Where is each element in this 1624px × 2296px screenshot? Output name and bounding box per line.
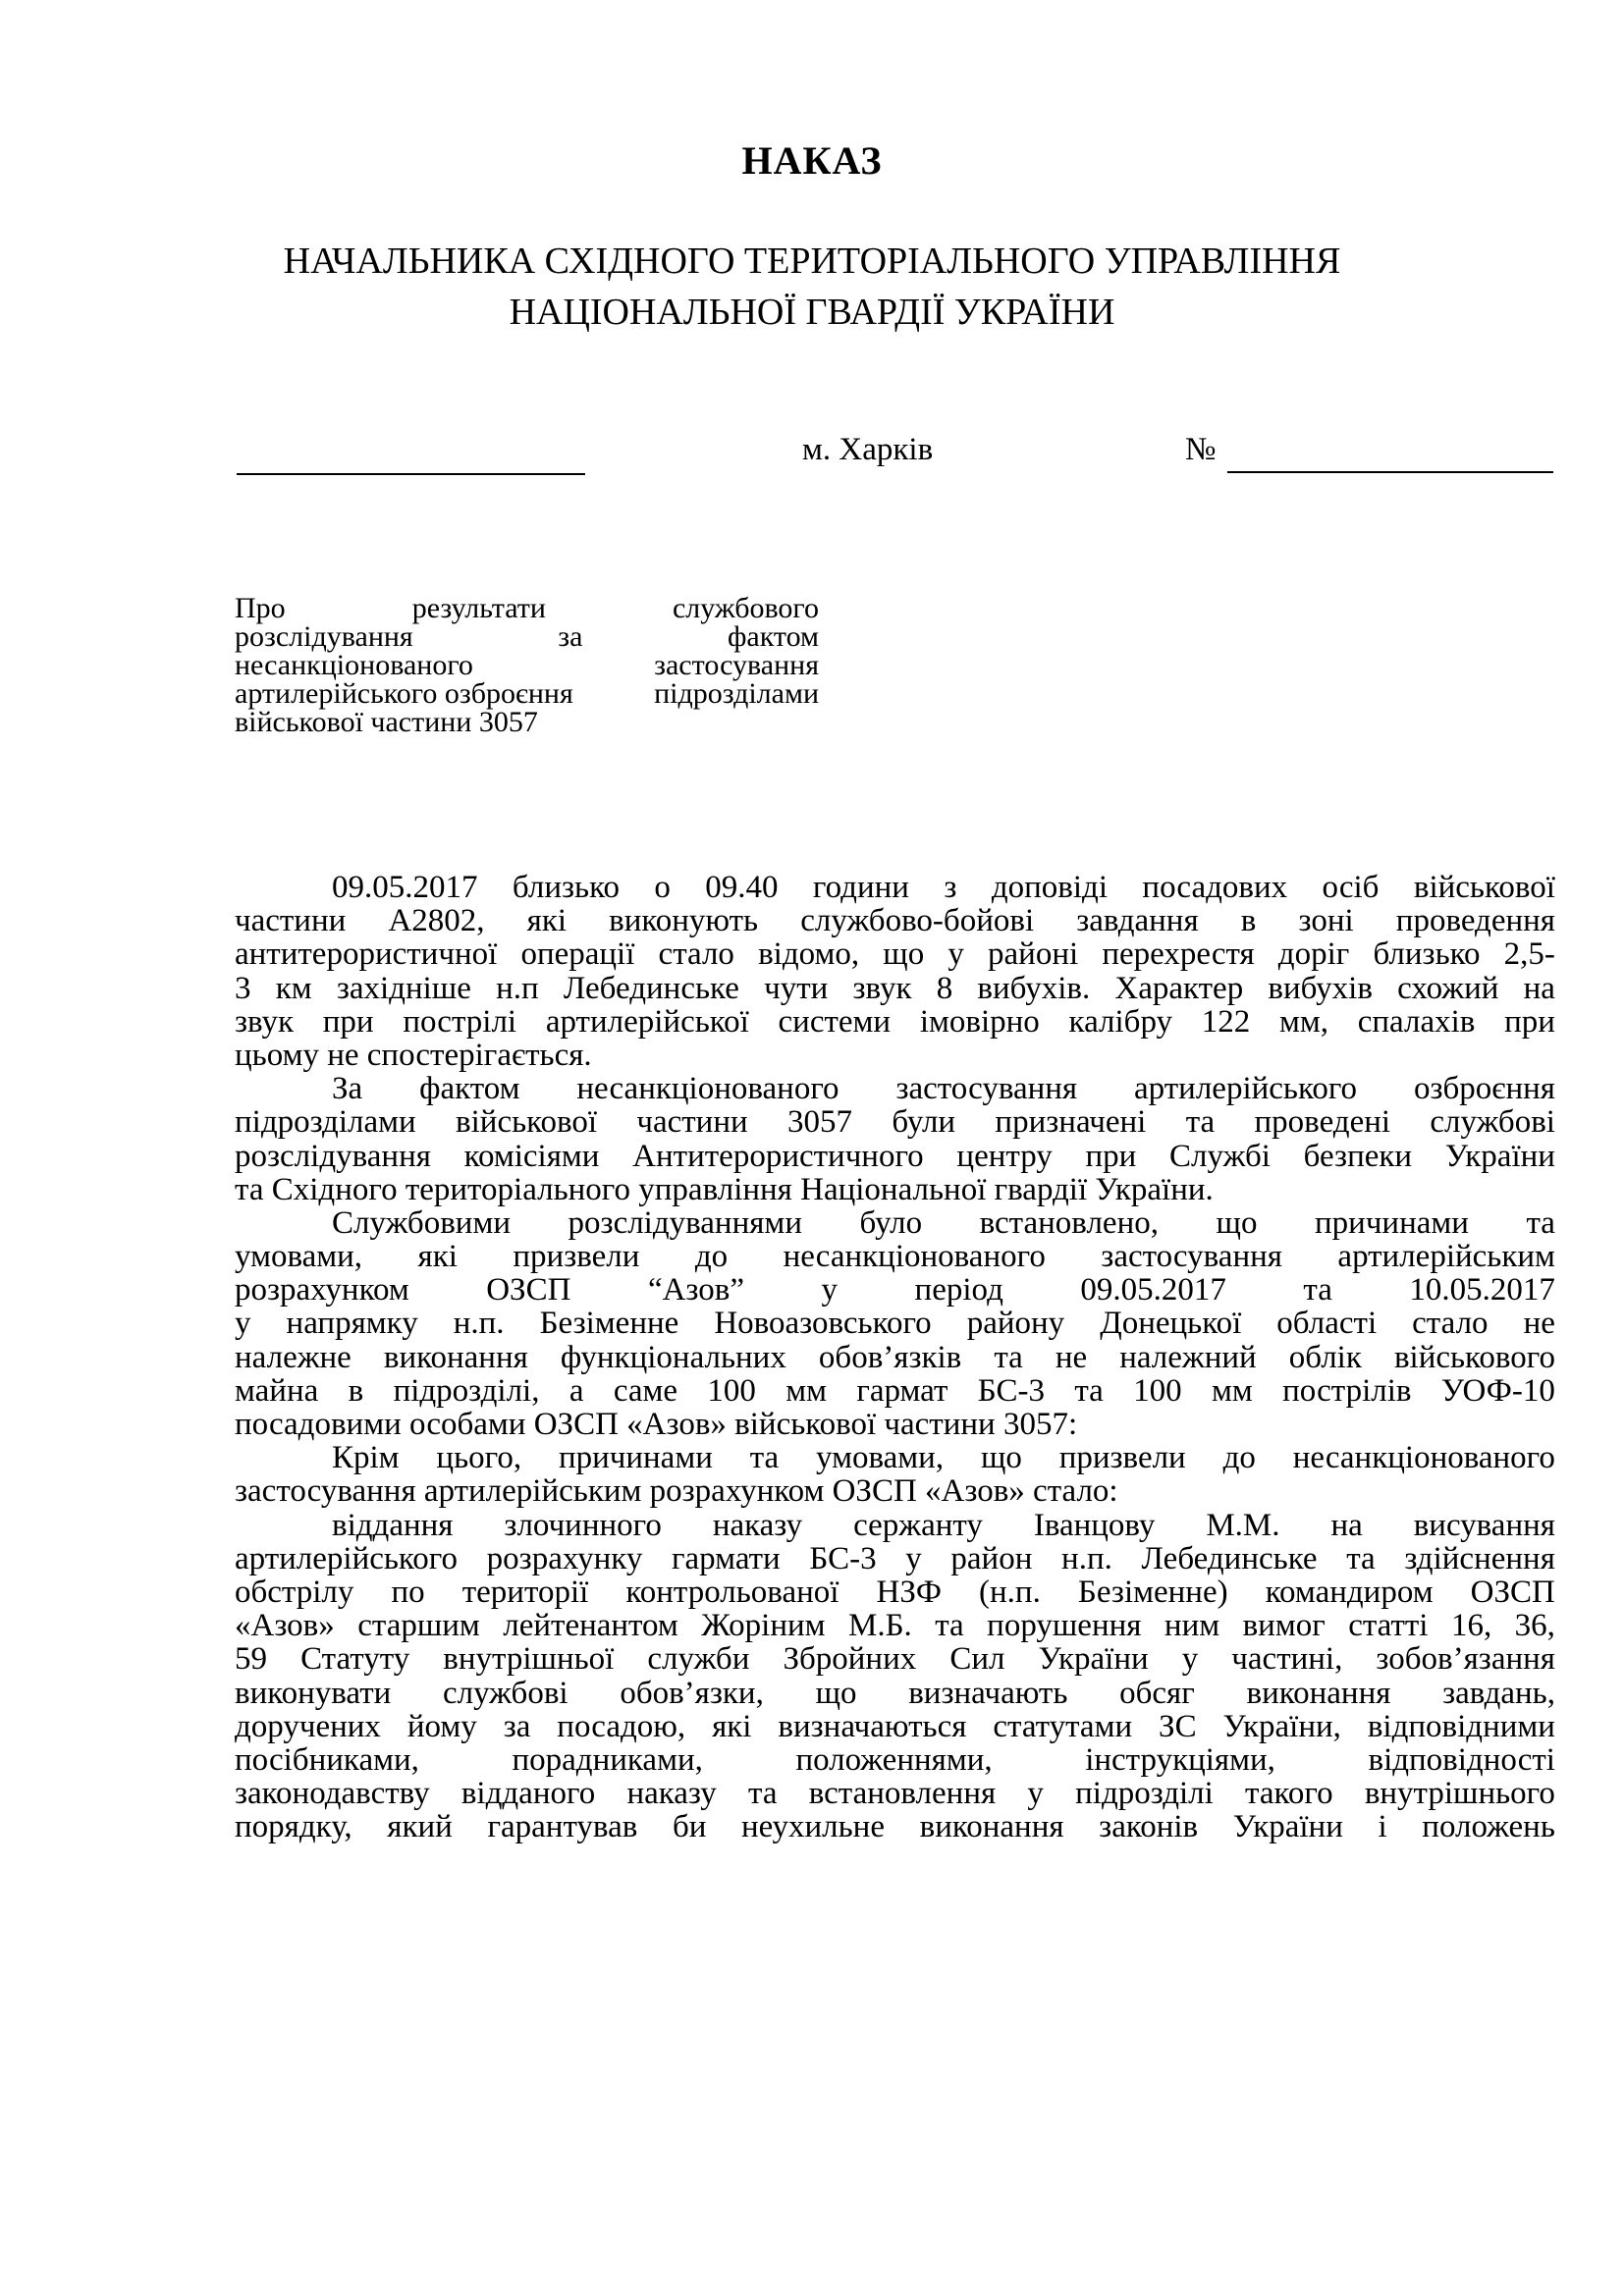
- body-word: при: [1085, 1138, 1137, 1174]
- body-word: ОЗСП: [486, 1272, 571, 1308]
- body-word: були: [892, 1104, 956, 1141]
- city-label: м. Харків: [802, 432, 934, 467]
- body-word: 8: [936, 970, 953, 1006]
- body-line: [235, 937, 1555, 971]
- body-word: порядку,: [235, 1809, 352, 1845]
- body-word: України: [1444, 1138, 1555, 1174]
- body-word: що: [883, 936, 925, 973]
- body-word: БС-3: [809, 1540, 877, 1576]
- body-word: у: [821, 1272, 839, 1308]
- body-word: “Азов”: [647, 1272, 745, 1308]
- body-word: до: [694, 1239, 729, 1275]
- body-word: Службовими: [332, 1204, 511, 1241]
- body-word: Службі: [1169, 1138, 1271, 1174]
- body-word: наказу: [626, 1776, 717, 1812]
- body-word: перехрестя: [1102, 936, 1255, 973]
- body-word: виконання: [383, 1339, 528, 1375]
- body-word: о: [654, 870, 671, 905]
- body-word: Донецької: [1100, 1306, 1242, 1342]
- body-word: звук: [235, 1003, 295, 1040]
- body-word: операції: [520, 936, 635, 973]
- body-word: км: [275, 970, 312, 1006]
- body-word: вибухів.: [977, 970, 1091, 1006]
- body-word: 16,: [1450, 1608, 1492, 1644]
- order-number-field: [1185, 432, 1553, 473]
- body-word: при: [1504, 1003, 1555, 1040]
- body-word: «Азов»: [235, 1608, 335, 1644]
- body-word: центру: [956, 1138, 1053, 1174]
- body-word: та: [748, 1776, 778, 1812]
- body-word: обстрілу: [235, 1574, 354, 1610]
- body-line: [235, 1710, 1555, 1743]
- body-word: з: [944, 870, 957, 905]
- body-word: Іванцову: [1033, 1507, 1156, 1543]
- body-word: області: [1276, 1306, 1378, 1342]
- body-line: [235, 1039, 1555, 1072]
- body-word: БС-3: [977, 1372, 1045, 1409]
- body-word: 100: [707, 1372, 756, 1409]
- body-word: у: [905, 1540, 922, 1576]
- body-word: облік: [1288, 1339, 1362, 1375]
- body-word: зоні: [1298, 903, 1354, 939]
- body-word: несанкціонованого: [576, 1071, 839, 1107]
- subject-word: несанкціонованого: [235, 649, 473, 681]
- body-word: причинами: [558, 1440, 713, 1476]
- body-word: посадових: [1142, 870, 1288, 905]
- document-subtitle: [0, 236, 1624, 338]
- body-text: застосування артилерійським розрахунком ОЗСП «Азов» стало:: [235, 1473, 1118, 1510]
- body-line: [235, 1642, 1555, 1676]
- body-word: військової: [1413, 870, 1555, 905]
- body-word: посібниками,: [235, 1741, 419, 1778]
- body-word: за: [503, 1708, 531, 1744]
- body-word: у: [235, 1306, 251, 1342]
- body-word: службові: [443, 1675, 568, 1711]
- body-word: злочинного: [504, 1507, 662, 1543]
- subject-line: [235, 651, 819, 679]
- body-word: схожий: [1397, 970, 1499, 1006]
- number-label: №: [1185, 432, 1217, 467]
- body-word: н.п.: [1061, 1540, 1112, 1576]
- body-word: НЗФ: [876, 1574, 942, 1610]
- body-word: розслідуваннями: [568, 1204, 802, 1241]
- body-word: районі: [988, 936, 1079, 973]
- body-word: і: [1378, 1809, 1387, 1845]
- body-word: та: [935, 1608, 964, 1644]
- body-word: відданого: [460, 1776, 596, 1812]
- body-text: посадовими особами ОЗСП «Азов» військової частини 3057:: [235, 1407, 1078, 1442]
- body-word: західніше: [336, 970, 471, 1006]
- body-word: встановлення: [808, 1776, 997, 1812]
- body-line: [235, 1777, 1555, 1810]
- body-word: пострілів: [1282, 1372, 1412, 1409]
- subtitle-line: НАЧАЛЬНИКА СХІДНОГО ТЕРИТОРІАЛЬНОГО УПРАВЛІННЯ: [283, 240, 1341, 282]
- body-word: завдань,: [1442, 1675, 1555, 1711]
- body-line: [235, 1273, 1555, 1307]
- body-word: в: [348, 1372, 364, 1409]
- body-word: імовірно: [919, 1003, 1040, 1040]
- body-word: антитерористичної: [235, 936, 498, 973]
- subject-line: [235, 708, 819, 736]
- body-word: встановлено,: [979, 1204, 1159, 1241]
- subject-word: фактом: [727, 620, 819, 653]
- body-line: [235, 1609, 1555, 1642]
- body-word: мм: [1212, 1372, 1253, 1409]
- body-word: та: [994, 1339, 1023, 1375]
- body-word: М.Б.: [847, 1608, 912, 1644]
- body-word: Лебединське: [1141, 1540, 1318, 1576]
- body-word: 3057: [787, 1104, 853, 1141]
- body-word: вимог: [1242, 1608, 1326, 1644]
- body-line: [235, 1374, 1555, 1408]
- body-word: старшим: [357, 1608, 480, 1644]
- body-word: в: [1240, 903, 1257, 939]
- body-word: артилерійської: [545, 1003, 749, 1040]
- body-word: розрахунку: [486, 1540, 643, 1576]
- body-word: не: [1523, 1306, 1555, 1342]
- body-word: гарантував: [487, 1809, 638, 1845]
- body-word: наказу: [712, 1507, 803, 1543]
- body-word: призначені: [995, 1104, 1147, 1141]
- body-word: майна: [235, 1372, 319, 1409]
- body-word: призвели: [1058, 1440, 1186, 1476]
- body-word: у: [947, 936, 964, 973]
- body-word: у: [1181, 1641, 1199, 1678]
- body-word: За: [332, 1071, 363, 1107]
- body-word: стало: [658, 936, 734, 973]
- body-word: функціональних: [560, 1339, 786, 1375]
- subject-word: артилерійського озброєння: [235, 677, 573, 710]
- body-word: виконують: [609, 903, 759, 939]
- body-text: цьому не спостерігається.: [235, 1037, 592, 1073]
- body-word: порадниками,: [512, 1741, 703, 1778]
- body-word: н.п.: [453, 1306, 505, 1342]
- subject-word: застосування: [654, 649, 819, 681]
- body-word: по: [391, 1574, 425, 1610]
- body-word: умовами,: [816, 1440, 945, 1476]
- number-blank-line: [1227, 432, 1553, 473]
- body-word: обсяг: [1119, 1675, 1195, 1711]
- subject-line: [235, 594, 819, 622]
- body-word: виконання: [919, 1809, 1064, 1845]
- body-word: неухильне: [741, 1809, 885, 1845]
- body-line: [235, 1474, 1555, 1508]
- body-word: не: [1055, 1339, 1088, 1375]
- body-word: озброєння: [1413, 1071, 1555, 1107]
- body-word: військової: [456, 1104, 598, 1141]
- body-word: Сил: [949, 1641, 1005, 1678]
- body-word: години: [812, 870, 909, 905]
- body-word: близько: [512, 870, 620, 905]
- body-word: М.М.: [1206, 1507, 1280, 1543]
- body-word: ЗС: [1159, 1708, 1197, 1744]
- body-word: законодавству: [235, 1776, 430, 1812]
- body-word: артилерійського: [1134, 1071, 1358, 1107]
- body-line: [235, 1743, 1555, 1777]
- body-word: зобов’язання: [1376, 1641, 1555, 1678]
- body-word: сержанту: [853, 1507, 983, 1543]
- body-word: Безіменне: [539, 1306, 679, 1342]
- body-line: [235, 1341, 1555, 1374]
- body-word: безпеки: [1303, 1138, 1413, 1174]
- body-word: Збройних: [783, 1641, 917, 1678]
- body-word: такого: [1245, 1776, 1333, 1812]
- body-word: які: [712, 1708, 752, 1744]
- body-word: та: [1303, 1272, 1332, 1308]
- body-word: Лебединське: [563, 970, 739, 1006]
- body-word: у: [1027, 1776, 1044, 1812]
- body-word: при: [322, 1003, 374, 1040]
- body-word: України: [1232, 1809, 1343, 1845]
- body-word: службово-бойові: [800, 903, 1035, 939]
- body-word: саме: [613, 1372, 678, 1409]
- body-word: внутрішнього: [1364, 1776, 1555, 1812]
- body-word: Крім: [332, 1440, 400, 1476]
- order-subject: [235, 594, 819, 736]
- body-word: н.п: [496, 970, 539, 1006]
- body-line: [235, 1173, 1555, 1206]
- body-word: пострілі: [403, 1003, 517, 1040]
- body-word: би: [672, 1809, 707, 1845]
- body-word: УОФ-10: [1440, 1372, 1555, 1409]
- body-line: [235, 1307, 1555, 1340]
- body-line: [235, 1575, 1555, 1609]
- body-word: 59: [235, 1641, 267, 1678]
- subject-word: Про: [235, 592, 286, 624]
- body-word: вибухів: [1268, 970, 1373, 1006]
- body-word: мм,: [1278, 1003, 1328, 1040]
- body-word: йому: [406, 1708, 477, 1744]
- body-word: частини: [636, 1104, 748, 1141]
- body-line: [235, 1240, 1555, 1273]
- body-word: законів: [1099, 1809, 1199, 1845]
- body-word: України,: [1222, 1708, 1341, 1744]
- body-word: А2802,: [388, 903, 485, 939]
- body-word: гармати: [671, 1540, 781, 1576]
- subject-word: розслідування: [235, 620, 413, 653]
- body-word: застосування: [895, 1071, 1078, 1107]
- body-word: та: [1346, 1540, 1376, 1576]
- body-line: [235, 871, 1555, 904]
- body-word: висування: [1413, 1507, 1555, 1543]
- body-word: віддання: [332, 1507, 454, 1543]
- body-word: підрозділі: [1075, 1776, 1214, 1812]
- body-word: завдання: [1076, 903, 1199, 939]
- body-word: які: [417, 1239, 458, 1275]
- body-word: калібру: [1068, 1003, 1173, 1040]
- body-word: 09.40: [705, 870, 779, 905]
- body-word: частини: [235, 903, 347, 939]
- body-word: визначаються: [778, 1708, 967, 1744]
- body-line: [235, 1005, 1555, 1039]
- body-word: України: [1038, 1641, 1149, 1678]
- body-word: 09.05.2017: [1080, 1272, 1226, 1308]
- body-word: що: [1216, 1204, 1258, 1241]
- subject-line: [235, 679, 819, 708]
- document-title: НАКАЗ: [741, 138, 883, 183]
- subject-word: підрозділами: [654, 677, 819, 710]
- body-word: обов’язків: [818, 1339, 962, 1375]
- subtitle-line: НАЦІОНАЛЬНОЇ ГВАРДІЇ УКРАЇНИ: [509, 292, 1115, 333]
- order-body: [235, 871, 1555, 1843]
- body-word: на: [1330, 1507, 1363, 1543]
- body-word: ОЗСП: [1470, 1574, 1555, 1610]
- body-text: та Східного територіального управління Національної гвардії України.: [235, 1171, 1214, 1207]
- body-word: Статуту: [300, 1641, 410, 1678]
- body-line: [235, 1810, 1555, 1843]
- body-word: відповідності: [1368, 1741, 1555, 1778]
- body-word: району: [966, 1306, 1065, 1342]
- body-word: Жоріним: [701, 1608, 826, 1644]
- body-word: артилерійського: [235, 1540, 459, 1576]
- body-word: що: [815, 1675, 857, 1711]
- body-word: застосування: [1101, 1239, 1282, 1275]
- body-word: спалахів: [1357, 1003, 1476, 1040]
- body-word: виконання: [1246, 1675, 1391, 1711]
- body-word: виконувати: [235, 1675, 392, 1711]
- body-word: та: [1074, 1372, 1104, 1409]
- body-word: порушення: [987, 1608, 1142, 1644]
- body-word: підрозділами: [235, 1104, 416, 1141]
- body-line: [235, 904, 1555, 937]
- subject-line: [235, 622, 819, 651]
- body-word: 09.05.2017: [332, 870, 478, 905]
- body-word: командиром: [1265, 1574, 1434, 1610]
- body-word: 2,5-: [1503, 936, 1555, 973]
- body-word: інструкціями,: [1085, 1741, 1275, 1778]
- body-word: Безіменне): [1077, 1574, 1228, 1610]
- body-word: відповідними: [1367, 1708, 1555, 1744]
- body-word: гармат: [856, 1372, 948, 1409]
- body-word: що: [980, 1440, 1022, 1476]
- body-word: Новоазовського: [714, 1306, 932, 1342]
- body-word: 36,: [1514, 1608, 1555, 1644]
- body-word: було: [859, 1204, 923, 1241]
- body-word: підрозділі,: [393, 1372, 540, 1409]
- body-word: район: [950, 1540, 1033, 1576]
- body-word: службові: [1430, 1104, 1555, 1141]
- body-word: лейтенантом: [503, 1608, 678, 1644]
- body-word: близько: [1373, 936, 1481, 973]
- body-word: причинами: [1315, 1204, 1469, 1241]
- body-word: Антитерористичного: [632, 1138, 924, 1174]
- body-word: фактом: [419, 1071, 520, 1107]
- date-blank-line: [237, 436, 585, 475]
- body-word: 122: [1201, 1003, 1251, 1040]
- body-line: [235, 1105, 1555, 1139]
- body-line: [235, 972, 1555, 1005]
- body-word: здійснення: [1404, 1540, 1555, 1576]
- body-word: несанкціонованого: [1292, 1440, 1555, 1476]
- body-word: цього,: [436, 1440, 522, 1476]
- body-word: обов’язки,: [620, 1675, 764, 1711]
- body-line: [235, 1408, 1555, 1441]
- body-word: доповіді: [991, 870, 1108, 905]
- body-word: проведені: [1254, 1104, 1391, 1141]
- body-line: [235, 1677, 1555, 1710]
- body-word: посадою,: [557, 1708, 686, 1744]
- body-word: напрямку: [286, 1306, 418, 1342]
- body-line: [235, 1441, 1555, 1474]
- body-word: мм: [785, 1372, 827, 1409]
- body-word: період: [914, 1272, 1003, 1308]
- body-word: належне: [235, 1339, 352, 1375]
- body-word: та: [1185, 1104, 1216, 1141]
- body-word: Характер: [1114, 970, 1244, 1006]
- body-word: та: [1526, 1204, 1555, 1241]
- body-word: артилерійським: [1337, 1239, 1555, 1275]
- body-word: а: [568, 1372, 584, 1409]
- body-word: статті: [1348, 1608, 1429, 1644]
- body-word: положеннями,: [795, 1741, 993, 1778]
- body-word: служби: [647, 1641, 750, 1678]
- body-word: 10.05.2017: [1409, 1272, 1555, 1308]
- body-word: умовами,: [235, 1239, 363, 1275]
- body-word: розслідування: [235, 1138, 431, 1174]
- subject-word: військової частини 3057: [235, 706, 538, 738]
- body-word: статутами: [993, 1708, 1133, 1744]
- subject-word: за: [558, 620, 583, 653]
- body-word: стало: [1412, 1306, 1489, 1342]
- body-word: положень: [1422, 1809, 1555, 1845]
- body-line: [235, 1542, 1555, 1575]
- body-word: комісіями: [463, 1138, 600, 1174]
- subject-word: службового: [672, 592, 819, 624]
- body-line: [235, 1140, 1555, 1173]
- body-word: призвели: [513, 1239, 640, 1275]
- body-word: на: [1523, 970, 1555, 1006]
- body-word: частині,: [1231, 1641, 1343, 1678]
- body-word: які: [526, 903, 568, 939]
- body-word: несанкціонованого: [783, 1239, 1046, 1275]
- body-line: [235, 1206, 1555, 1240]
- body-word: 100: [1133, 1372, 1182, 1409]
- body-word: звук: [852, 970, 912, 1006]
- body-word: до: [1222, 1440, 1256, 1476]
- body-word: осіб: [1322, 870, 1380, 905]
- body-word: внутрішньої: [443, 1641, 615, 1678]
- body-word: визначають: [908, 1675, 1068, 1711]
- body-word: 3: [235, 970, 251, 1006]
- body-word: ним: [1164, 1608, 1220, 1644]
- body-word: доручених: [235, 1708, 381, 1744]
- body-word: військового: [1393, 1339, 1555, 1375]
- body-word: належний: [1119, 1339, 1257, 1375]
- body-word: системи: [778, 1003, 892, 1040]
- subject-word: результати: [411, 592, 546, 624]
- body-word: території: [461, 1574, 589, 1610]
- body-word: (н.п.: [979, 1574, 1041, 1610]
- body-line: [235, 1509, 1555, 1542]
- body-word: розрахунком: [235, 1272, 409, 1308]
- body-word: який: [387, 1809, 453, 1845]
- body-word: чути: [764, 970, 829, 1006]
- body-word: контрольованої: [625, 1574, 839, 1610]
- body-line: [235, 1072, 1555, 1105]
- body-word: проведення: [1395, 903, 1555, 939]
- body-word: доріг: [1277, 936, 1350, 973]
- body-word: та: [749, 1440, 780, 1476]
- body-word: відомо,: [758, 936, 860, 973]
